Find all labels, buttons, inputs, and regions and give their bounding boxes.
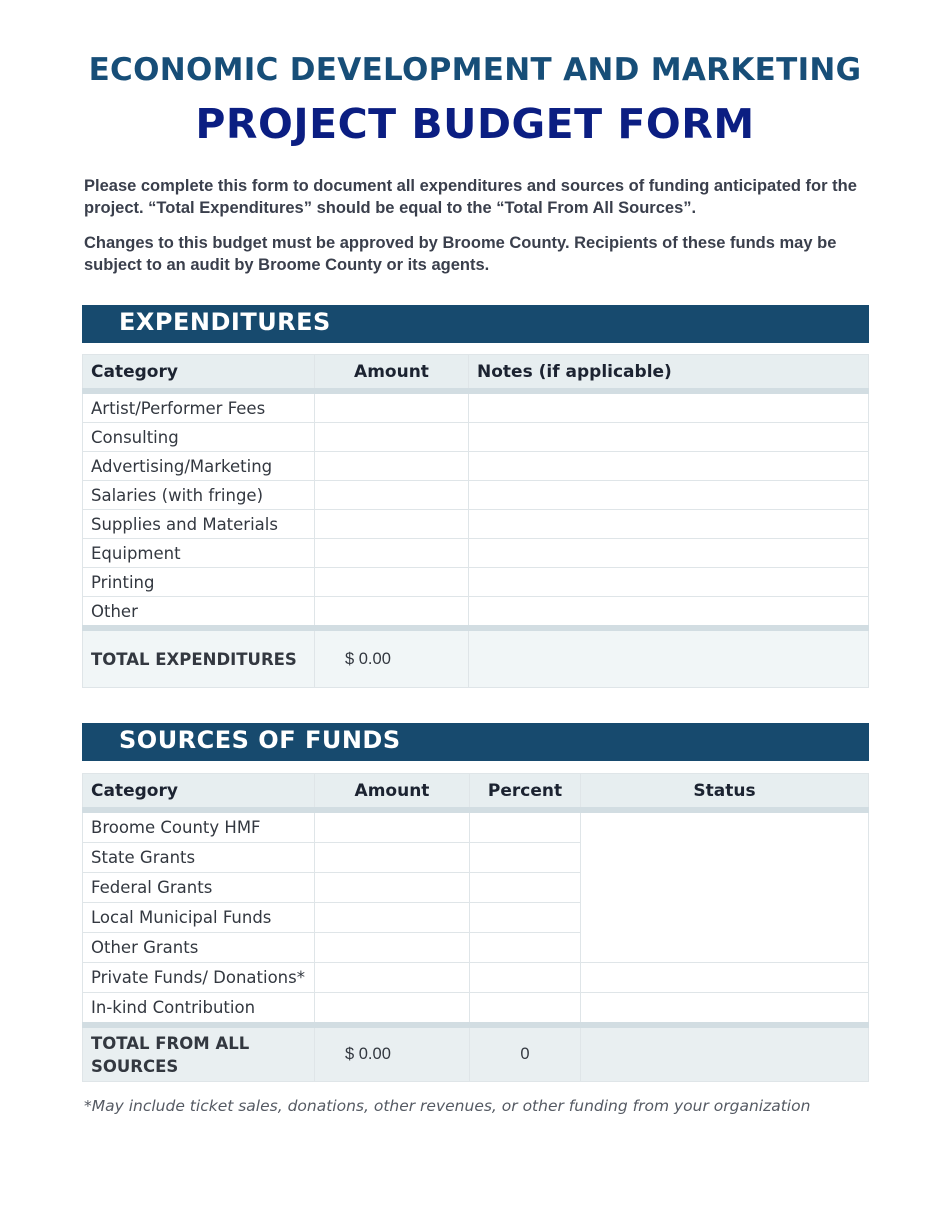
percent-cell[interactable] — [470, 810, 581, 843]
intro-paragraph-2: Changes to this budget must be approved by Broome County. Recipients of these funds may be subject to an audit by Broome County or its agents. — [84, 234, 837, 274]
table-row — [83, 481, 869, 510]
column-header-amount: Amount — [315, 774, 470, 811]
category-cell: Other — [83, 597, 315, 629]
category-cell: In-kind Contribution — [83, 993, 315, 1026]
amount-cell[interactable] — [315, 903, 470, 933]
category-cell: Equipment — [83, 539, 315, 568]
table-row — [83, 539, 869, 568]
table-row — [83, 993, 869, 1026]
form-title-line2: PROJECT BUDGET FORM — [195, 100, 755, 148]
category-cell: Federal Grants — [83, 873, 315, 903]
table-header-row — [83, 355, 869, 392]
notes-cell[interactable] — [469, 539, 869, 568]
percent-cell[interactable] — [470, 843, 581, 873]
column-header-category: Category — [83, 774, 315, 811]
amount-cell[interactable] — [315, 391, 469, 423]
category-cell: Salaries (with fringe) — [83, 481, 315, 510]
percent-cell[interactable] — [470, 963, 581, 993]
category-cell: Consulting — [83, 423, 315, 452]
amount-cell[interactable] — [315, 568, 469, 597]
total-expenditures-value: $ 0.00 — [315, 628, 469, 688]
intro-paragraph-1: Please complete this form to document all expenditures and sources of funding anticipated for the project. “Total Expenditures” should be equal to the “Total From All Sources”. — [84, 177, 857, 217]
notes-cell[interactable] — [469, 481, 869, 510]
footnote: *May include ticket sales, donations, other revenues, or other funding from your organization — [84, 1097, 811, 1115]
category-cell: Broome County HMF — [83, 810, 315, 843]
total-sources-row — [83, 1025, 869, 1082]
table-row — [83, 597, 869, 629]
form-title-line1: ECONOMIC DEVELOPMENT AND MARKETING — [88, 52, 862, 88]
category-cell: Supplies and Materials — [83, 510, 315, 539]
expenditures-table — [82, 354, 869, 688]
table-row — [83, 391, 869, 423]
total-expenditures-row — [83, 628, 869, 688]
category-cell: State Grants — [83, 843, 315, 873]
amount-cell[interactable] — [315, 539, 469, 568]
percent-cell[interactable] — [470, 873, 581, 903]
status-cell[interactable] — [581, 810, 869, 963]
notes-cell[interactable] — [469, 423, 869, 452]
notes-cell[interactable] — [469, 568, 869, 597]
expenditures-section-header — [82, 305, 869, 343]
category-cell: Printing — [83, 568, 315, 597]
category-cell: Private Funds/ Donations* — [83, 963, 315, 993]
category-cell: Local Municipal Funds — [83, 903, 315, 933]
amount-cell[interactable] — [315, 452, 469, 481]
column-header-notes: Notes (if applicable) — [469, 355, 869, 392]
percent-cell[interactable] — [470, 993, 581, 1026]
table-header-row — [83, 774, 869, 811]
amount-cell[interactable] — [315, 993, 470, 1026]
sources-table — [82, 773, 869, 1082]
column-header-amount: Amount — [315, 355, 469, 392]
amount-cell[interactable] — [315, 963, 470, 993]
notes-cell[interactable] — [469, 510, 869, 539]
total-notes-cell[interactable] — [469, 628, 869, 688]
amount-cell[interactable] — [315, 597, 469, 629]
amount-cell[interactable] — [315, 873, 470, 903]
table-row — [83, 510, 869, 539]
status-cell[interactable] — [581, 963, 869, 993]
amount-cell[interactable] — [315, 510, 469, 539]
column-header-category: Category — [83, 355, 315, 392]
amount-cell[interactable] — [315, 423, 469, 452]
percent-cell[interactable] — [470, 933, 581, 963]
table-row — [83, 810, 869, 843]
sources-section-header — [82, 723, 869, 761]
notes-cell[interactable] — [469, 391, 869, 423]
amount-cell[interactable] — [315, 481, 469, 510]
total-sources-percent: 0 — [470, 1025, 581, 1082]
percent-cell[interactable] — [470, 903, 581, 933]
notes-cell[interactable] — [469, 452, 869, 481]
total-sources-amount: $ 0.00 — [315, 1025, 470, 1082]
total-expenditures-label: TOTAL EXPENDITURES — [83, 628, 315, 688]
column-header-status: Status — [581, 774, 869, 811]
table-row — [83, 423, 869, 452]
table-row — [83, 963, 869, 993]
status-cell[interactable] — [581, 993, 869, 1026]
amount-cell[interactable] — [315, 843, 470, 873]
expenditures-section-title: EXPENDITURES — [119, 308, 331, 336]
table-row — [83, 452, 869, 481]
sources-section-title: SOURCES OF FUNDS — [119, 726, 401, 754]
total-sources-label: TOTAL FROM ALL SOURCES — [83, 1025, 315, 1082]
category-cell: Other Grants — [83, 933, 315, 963]
amount-cell[interactable] — [315, 933, 470, 963]
category-cell: Advertising/Marketing — [83, 452, 315, 481]
category-cell: Artist/Performer Fees — [83, 391, 315, 423]
table-row — [83, 568, 869, 597]
amount-cell[interactable] — [315, 810, 470, 843]
notes-cell[interactable] — [469, 597, 869, 629]
column-header-percent: Percent — [470, 774, 581, 811]
total-status-cell[interactable] — [581, 1025, 869, 1082]
